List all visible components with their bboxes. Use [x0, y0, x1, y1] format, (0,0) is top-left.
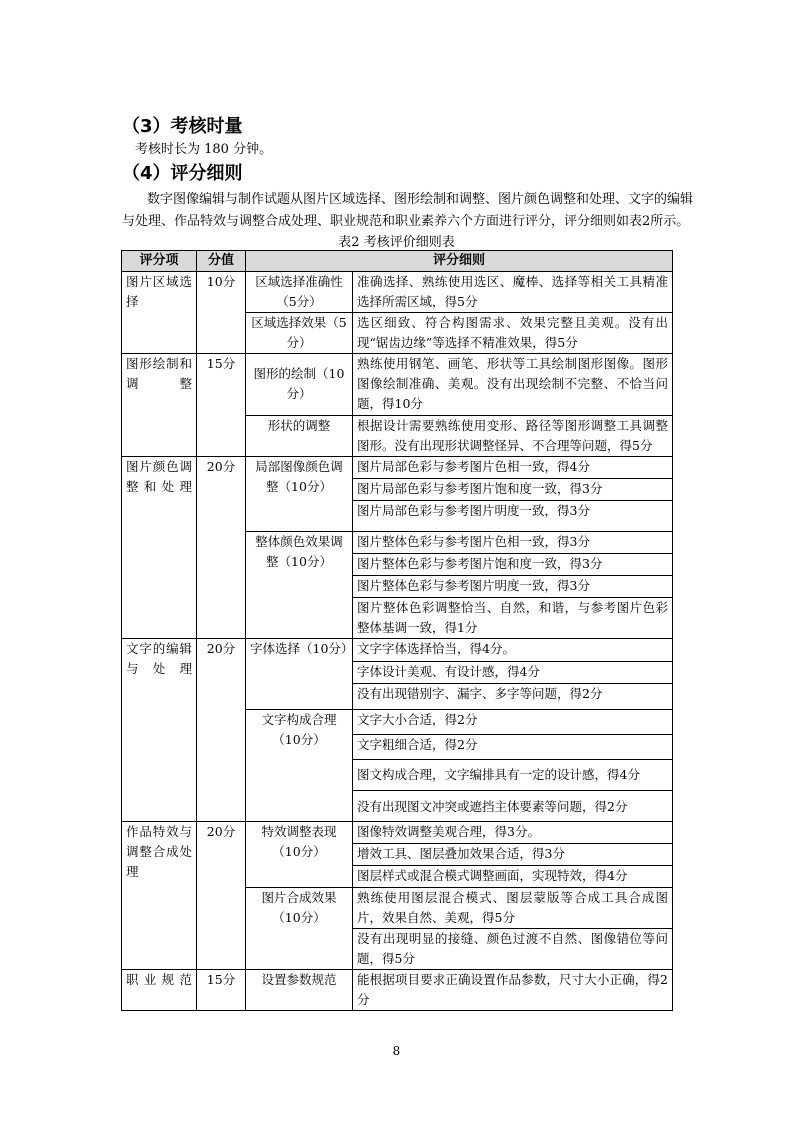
- table-row: [122, 272, 673, 313]
- table-row: [122, 457, 673, 479]
- header-detail: 评分细则: [246, 251, 673, 272]
- sub-item-cell: 文字构成合理（10分）: [246, 710, 353, 822]
- detail-cell: 熟练使用图层混合模式、图层蒙版等合成工具合成图片，效果自然、美观，得5分: [353, 888, 673, 929]
- detail-cell: 能根据项目要求正确设置作品参数，尺寸大小正确，得2分: [353, 970, 673, 1011]
- detail-cell: 根据设计需要熟练使用变形、路径等图形调整工具调整图形。没有出现形状调整怪异、不合理等问题，得5分: [353, 416, 673, 457]
- scoring-table: [121, 250, 673, 1011]
- detail-cell: 图片整体色彩与参考图片明度一致，得3分: [353, 576, 673, 598]
- detail-cell: 文字粗细合适，得2分: [353, 735, 673, 760]
- category-cell: 职业规范: [122, 970, 197, 1011]
- header-score: 分值: [197, 251, 246, 272]
- sub-item-cell: 设置参数规范: [246, 970, 353, 1011]
- detail-cell: 图片整体色彩调整恰当、自然，和谐，与参考图片色彩整体基调一致，得1分: [353, 598, 673, 639]
- score-cell: 20分: [197, 822, 246, 970]
- detail-cell: 选区细致、符合构图需求、效果完整且美观。没有出现“锯齿边缘”等选择不精准效果，得5分: [353, 313, 673, 354]
- section-heading-scoring: （4）评分细则: [122, 163, 243, 184]
- score-cell: 15分: [197, 970, 246, 1011]
- intro-line-1: 数字图像编辑与制作试题从图片区域选择、图形绘制和调整、图片颜色调整和处理、文字的编辑: [147, 192, 694, 207]
- detail-cell: 图文构成合理，文字编排具有一定的设计感，得4分: [353, 760, 673, 791]
- detail-cell: 没有出现图文冲突或遮挡主体要素等问题，得2分: [353, 791, 673, 822]
- detail-cell: 图片局部色彩与参考图片色相一致，得4分: [353, 457, 673, 479]
- category-cell: 图形绘制和调整: [122, 354, 197, 457]
- detail-cell: 准确选择、熟练使用选区、魔棒、选择等相关工具精准选择所需区域，得5分: [353, 272, 673, 313]
- sub-item-cell: 区域选择准确性（5分）: [246, 272, 353, 313]
- detail-cell: 熟练使用钢笔、画笔、形状等工具绘制图形图像。图形图像绘制准确、美观。没有出现绘制不完整、不恰当问题，得10分: [353, 354, 673, 416]
- table-row: [122, 639, 673, 662]
- detail-cell: 增效工具、图层叠加效果合适，得3分: [353, 844, 673, 866]
- score-cell: 20分: [197, 639, 246, 822]
- sub-item-cell: 字体选择（10分）: [246, 639, 353, 710]
- table-caption: 表2 考核评价细则表: [338, 235, 455, 250]
- table-row: [122, 970, 673, 1011]
- detail-cell: 图片局部色彩与参考图片明度一致，得3分: [353, 501, 673, 532]
- detail-cell: 图片局部色彩与参考图片饱和度一致，得3分: [353, 479, 673, 501]
- sub-item-cell: 整体颜色效果调整（10分）: [246, 532, 353, 639]
- detail-cell: 图层样式或混合模式调整画面，实现特效，得4分: [353, 866, 673, 888]
- category-cell: 作品特效与调整合成处理: [122, 822, 197, 970]
- detail-cell: 没有出现错别字、漏字、多字等问题，得2分: [353, 684, 673, 710]
- section-heading-time: （3）考核时量: [122, 116, 243, 137]
- detail-cell: 文字大小合适，得2分: [353, 710, 673, 735]
- category-cell: 文字的编辑与处理: [122, 639, 197, 822]
- table-row: [122, 822, 673, 844]
- table-row: [122, 354, 673, 416]
- header-item: 评分项: [122, 251, 197, 272]
- category-cell: 图片区域选择: [122, 272, 197, 354]
- detail-cell: 图像特效调整美观合理，得3分。: [353, 822, 673, 844]
- intro-line-2: 与处理、作品特效与调整合成处理、职业规范和职业素养六个方面进行评分，评分细则如表2所示。: [122, 214, 690, 229]
- sub-item-cell: 区域选择效果（5分）: [246, 313, 353, 354]
- detail-cell: 图片整体色彩与参考图片色相一致，得3分: [353, 532, 673, 554]
- sub-item-cell: 图形的绘制（10分）: [246, 354, 353, 416]
- table-header-row: [122, 251, 673, 272]
- detail-cell: 图片整体色彩与参考图片饱和度一致，得3分: [353, 554, 673, 576]
- detail-cell: 字体设计美观、有设计感，得4分: [353, 662, 673, 684]
- score-cell: 20分: [197, 457, 246, 639]
- sub-item-cell: 特效调整表现（10分）: [246, 822, 353, 888]
- category-cell: 图片颜色调整和处理: [122, 457, 197, 639]
- score-cell: 10分: [197, 272, 246, 354]
- sub-item-cell: 图片合成效果（10分）: [246, 888, 353, 970]
- score-cell: 15分: [197, 354, 246, 457]
- detail-cell: 文字字体选择恰当，得4分。: [353, 639, 673, 662]
- page-number: 8: [392, 1044, 401, 1058]
- time-text: 考核时长为 180 分钟。: [135, 142, 273, 157]
- detail-cell: 没有出现明显的接缝、颜色过渡不自然、图像错位等问题，得5分: [353, 929, 673, 970]
- sub-item-cell: 形状的调整: [246, 416, 353, 457]
- sub-item-cell: 局部图像颜色调整（10分）: [246, 457, 353, 532]
